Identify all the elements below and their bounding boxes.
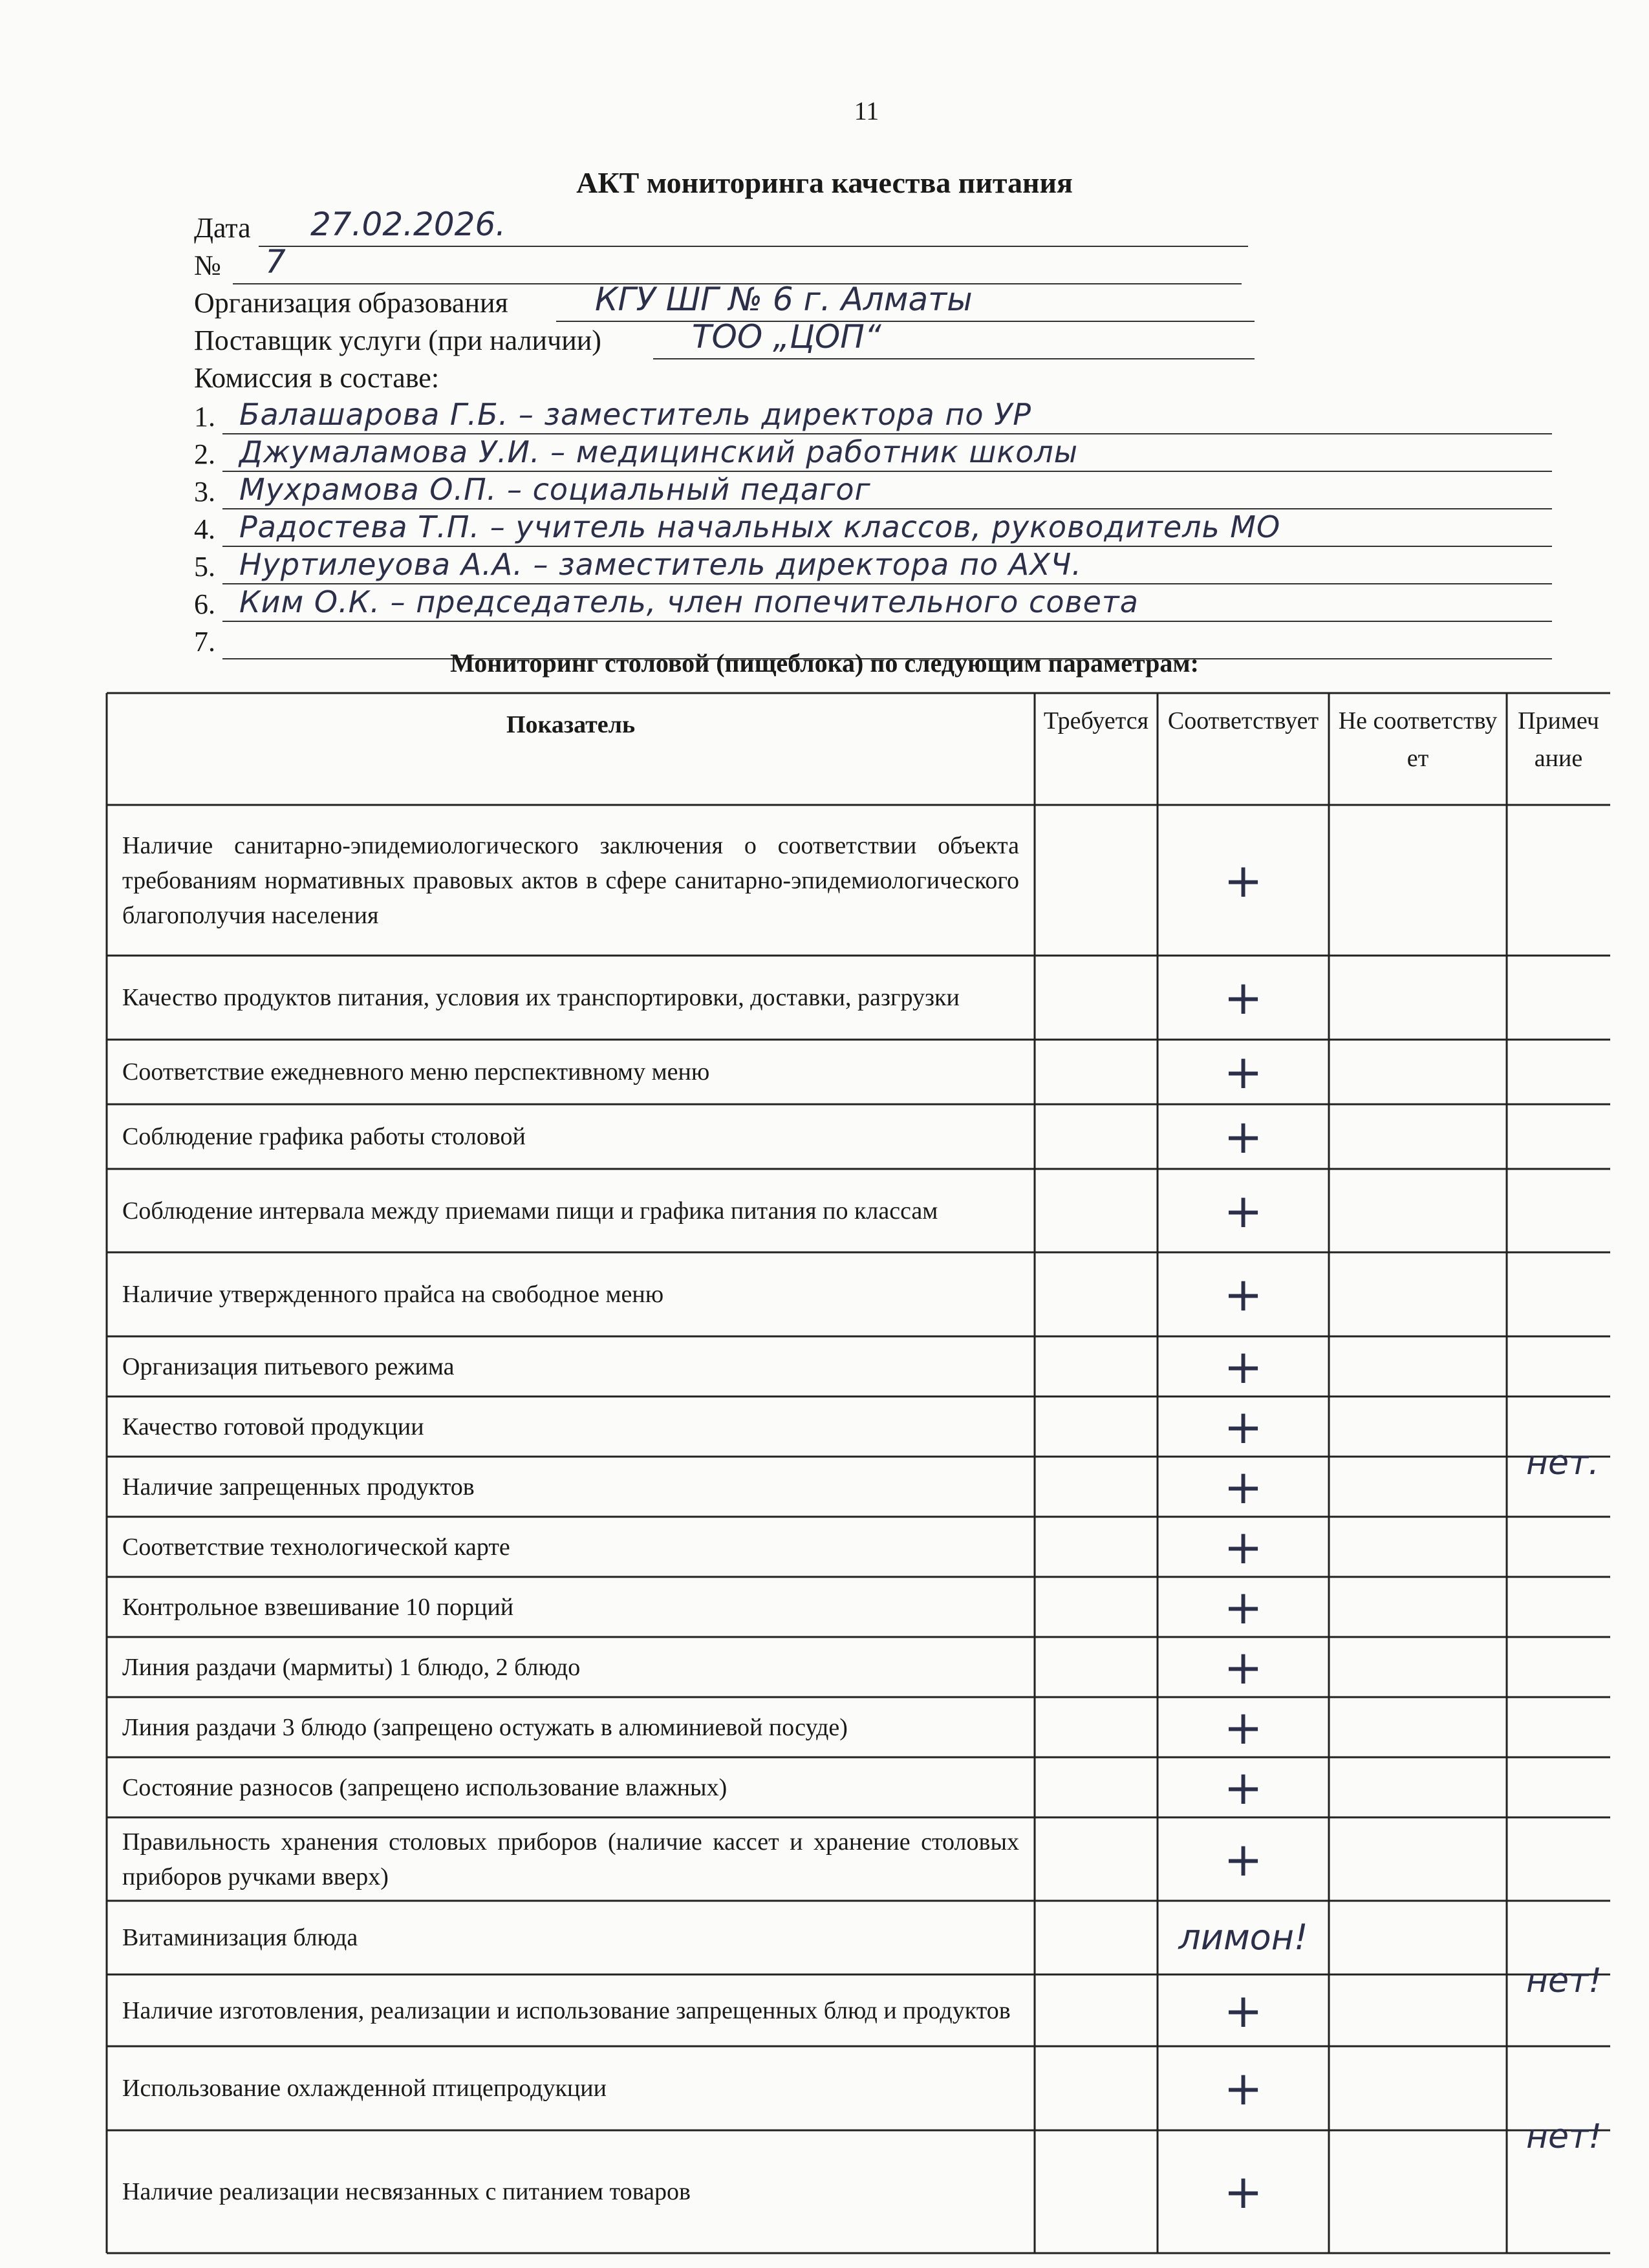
commission-label-line xyxy=(194,358,1255,397)
table-row-label xyxy=(107,1637,1035,1697)
indicator-text: Организация питьевого режима xyxy=(122,1353,455,1380)
complies-mark: + xyxy=(1223,1399,1263,1454)
indicator-text: Наличие изготовления, реализации и использование запрещенных блюд и продуктов xyxy=(122,1996,1011,2024)
number-value: 7 xyxy=(265,243,286,281)
indicator-text: Соблюдение интервала между приемами пищи и графика питания по классам xyxy=(122,1197,938,1225)
commission-member-number: 6. xyxy=(194,588,215,620)
organization-line xyxy=(194,283,1255,322)
table-row-label xyxy=(107,1104,1035,1169)
organization-label: Организация образования xyxy=(194,287,508,319)
indicator-text: Наличие санитарно-эпидемиологического заключения о соответствии объекта требованиям нормативных правовых актов в сфере санитарно-эпидемиологического благополучия населения xyxy=(122,831,1019,929)
table-row-label xyxy=(107,1396,1035,1457)
table-row-label xyxy=(107,1252,1035,1336)
supplier-label: Поставщик услуги (при наличии) xyxy=(194,325,601,356)
complies-mark: + xyxy=(1223,1109,1263,1164)
indicator-text: Линия раздачи (мармиты) 1 блюдо, 2 блюдо xyxy=(122,1653,581,1681)
table-row-label xyxy=(107,1517,1035,1577)
indicator-text: Наличие запрещенных продуктов xyxy=(122,1473,475,1501)
header-not-complies: Не соответствует xyxy=(1338,707,1498,772)
indicator-text: Витаминизация блюда xyxy=(122,1924,358,1951)
complies-mark: + xyxy=(1223,1760,1263,1815)
monitoring-subtitle: Мониторинг столовой (пищеблока) по следующим параметрам: xyxy=(450,648,1199,678)
table-row-label xyxy=(107,2046,1035,2130)
table-row-label xyxy=(107,956,1035,1040)
commission-member-name: Нуртилеуова А.А. – заместитель директора по АХЧ. xyxy=(239,547,1082,582)
commission-member xyxy=(194,396,1552,434)
header-indicator: Показатель xyxy=(506,711,636,738)
complies-mark: + xyxy=(1223,1983,1263,2038)
indicator-text: Правильность хранения столовых приборов (наличие кассет и хранение столовых приборов ручками вверх) xyxy=(122,1828,1019,1890)
commission-member xyxy=(194,583,1552,622)
complies-mark: + xyxy=(1223,1459,1263,1514)
table-row-label xyxy=(107,1974,1035,2046)
table-row-label xyxy=(107,1457,1035,1517)
commission-member-number: 4. xyxy=(194,513,215,545)
table-row-label xyxy=(107,1577,1035,1637)
supplier-line xyxy=(194,318,1255,359)
number-label: № xyxy=(194,250,221,281)
commission-label: Комиссия в составе: xyxy=(194,362,440,394)
commission-member-name: Балашарова Г.Б. – заместитель директора по УР xyxy=(239,397,1031,432)
complies-mark: + xyxy=(1223,1339,1263,1394)
number-line xyxy=(194,243,1242,284)
complies-mark: лимон! xyxy=(1178,1917,1308,1958)
date-value: 27.02.2026. xyxy=(310,206,506,243)
table-row-label xyxy=(107,805,1035,956)
table-row-label xyxy=(107,1901,1035,1974)
indicator-text: Наличие реализации несвязанных с питанием товаров xyxy=(122,2178,691,2205)
indicator-text: Соблюдение графика работы столовой xyxy=(122,1123,526,1150)
date-label: Дата xyxy=(194,212,251,244)
commission-member-name: Ким О.К. – председатель, член попечительного совета xyxy=(239,584,1139,619)
complies-mark: + xyxy=(1223,2061,1263,2115)
commission-member-number: 3. xyxy=(194,476,215,508)
page-number: 11 xyxy=(854,96,879,125)
indicator-text: Использование охлажденной птицепродукции xyxy=(122,2075,607,2102)
table-row-label xyxy=(107,1336,1035,1396)
commission-member-number: 2. xyxy=(194,438,215,470)
commission-member-name: Радостева Т.П. – учитель начальных классов, руководитель МО xyxy=(239,509,1281,544)
table-row-label xyxy=(107,1757,1035,1817)
complies-mark: + xyxy=(1223,1045,1263,1099)
complies-mark: + xyxy=(1223,1700,1263,1755)
indicator-text: Качество продуктов питания, условия их транспортировки, доставки, разгрузки xyxy=(122,984,960,1011)
indicator-text: Линия раздачи 3 блюдо (запрещено остужать в алюминиевой посуде) xyxy=(122,1713,848,1741)
complies-mark: + xyxy=(1223,1579,1263,1634)
commission-member-number: 7. xyxy=(194,626,215,658)
commission-member-number: 1. xyxy=(194,401,215,433)
indicator-text: Соответствие ежедневного меню перспективному меню xyxy=(122,1058,710,1086)
commission-member-number: 5. xyxy=(194,551,215,583)
complies-mark: + xyxy=(1223,970,1263,1025)
table-row-label xyxy=(107,1040,1035,1104)
supplier-value: ТОО „ЦОП“ xyxy=(692,318,881,356)
indicator-text: Состояние разносов (запрещено использование влажных) xyxy=(122,1773,727,1801)
table-row-label xyxy=(107,1169,1035,1252)
indicator-text: Качество готовой продукции xyxy=(122,1413,424,1440)
commission-member xyxy=(194,471,1552,509)
document-title: АКТ мониторинга качества питания xyxy=(576,166,1073,199)
complies-mark: + xyxy=(1223,1832,1263,1887)
table-row-label xyxy=(107,1697,1035,1757)
commission-member-name: Джумаламова У.И. – медицинский работник школы xyxy=(239,434,1079,469)
complies-mark: + xyxy=(1223,853,1263,908)
indicator-text: Контрольное взвешивание 10 порций xyxy=(122,1593,514,1621)
header-required: Требуется xyxy=(1043,707,1149,734)
note-text: нет! xyxy=(1526,2117,1602,2156)
complies-mark: + xyxy=(1223,1183,1263,1238)
complies-mark: + xyxy=(1223,1640,1263,1695)
complies-mark: + xyxy=(1223,2165,1263,2219)
table-row-label xyxy=(107,2130,1035,2253)
commission-member-name: Мухрамова О.П. – социальный педагог xyxy=(239,472,871,507)
note-text: нет. xyxy=(1526,1444,1599,1482)
commission-member xyxy=(194,546,1552,584)
commission-member xyxy=(194,508,1552,547)
organization-value: КГУ ШГ № 6 г. Алматы xyxy=(595,281,973,318)
note-text: нет! xyxy=(1526,1962,1602,2000)
date-line xyxy=(194,208,1248,247)
table-row-label xyxy=(107,1817,1035,1901)
commission-member xyxy=(194,433,1552,472)
complies-mark: + xyxy=(1223,1519,1263,1574)
indicator-text: Наличие утвержденного прайса на свободное меню xyxy=(122,1281,664,1308)
header-note: Примечание xyxy=(1518,707,1599,772)
complies-mark: + xyxy=(1223,1267,1263,1321)
indicator-text: Соответствие технологической карте xyxy=(122,1533,510,1561)
header-complies: Соответствует xyxy=(1167,707,1319,734)
